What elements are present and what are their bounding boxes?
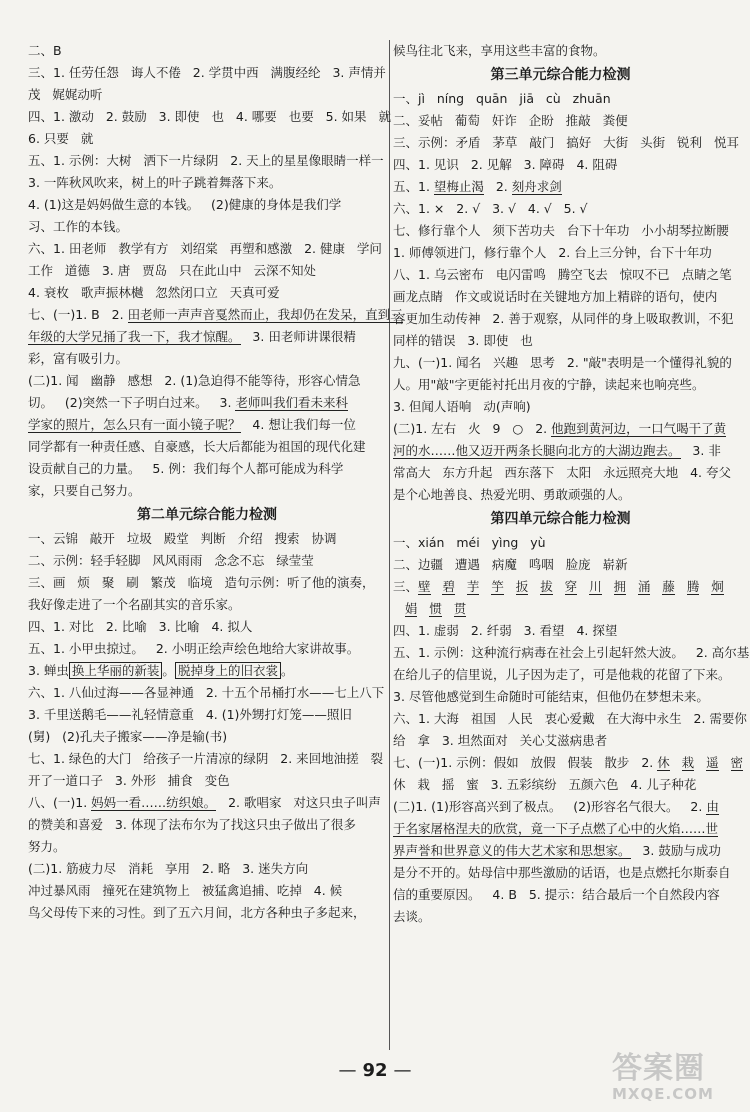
answer-text: 冲过暴风雨 撞死在建筑物上 被猛禽追捕、吃掉 4. 候	[28, 883, 343, 898]
answer-text: 3. 蝉虫	[28, 663, 69, 678]
answer-text: 四、1. 激动 2. 鼓励 3. 即使 也 4. 哪要 也要 5. 如果 就	[28, 109, 391, 124]
underlined-answer-text: 刻舟求剑	[511, 179, 562, 194]
answer-text	[694, 755, 706, 770]
answer-text: 2. 歌唱家 对这只虫子叫声	[216, 795, 381, 810]
answer-text: 的赞美和喜爱 3. 体现了法布尔为了找这只虫子做出了很多	[28, 817, 356, 832]
answer-text: 是个心地善良、热爱光明、勇敢顽强的人。	[393, 487, 631, 502]
answer-text: 1. 师傅领进门，修行靠个人 2. 台上三分钟，台下十年功	[393, 245, 712, 260]
answer-line	[28, 304, 403, 326]
answer-line	[28, 392, 386, 414]
answer-text: 工作 道德 3. 唐 贾岛 只在此山中 云深不知处	[28, 263, 317, 278]
watermark-logo: 答案圈	[612, 1051, 705, 1086]
section-heading-unit-2: 第二单元综合能力检测	[137, 507, 277, 523]
answer-text: 三、示例：矛盾 茅草 敲门 搞好 大街 头街 锐利 悦耳	[393, 135, 739, 150]
answer-line	[28, 106, 391, 128]
answer-line	[393, 554, 728, 576]
answer-line	[393, 88, 728, 110]
answer-text: (二)1. 筋疲力尽 消耗 享用 2. 略 3. 迷失方向	[28, 861, 309, 876]
answer-text: 五、1. 小甲虫掠过。 2. 小明正绘声绘色地给大家讲故事。	[28, 641, 360, 656]
answer-text: 一、云锦 敲开 垃圾 殿堂 判断 介绍 搜索 协调	[28, 531, 337, 546]
answer-text: 4. 想让我们每一位	[240, 417, 356, 432]
answer-text: 八、1. 乌云密布 电闪雷鸣 腾空飞去 惊叹不已 点睛之笔	[393, 267, 732, 282]
answer-text: 同样的错误 3. 即使 也	[393, 333, 533, 348]
answer-text: 。	[280, 663, 294, 678]
answer-line	[393, 730, 728, 752]
watermark-url: MXQE.COM	[612, 1085, 714, 1103]
answer-text: 九、(一)1. 闻名 兴趣 思考 2. "敲"表明是一个懂得礼貌的	[393, 355, 732, 370]
answer-line	[28, 282, 386, 304]
answer-text: 3. 一阵秋风吹来，树上的叶子跳着舞落下来。	[28, 175, 282, 190]
underlined-answer-text: 密	[730, 755, 744, 770]
answer-line	[393, 462, 732, 484]
answer-line	[393, 642, 750, 664]
answer-text: 努力。	[28, 839, 66, 854]
answer-line	[393, 818, 728, 840]
answer-text: 3. 尽管他感觉到生命随时可能结束，但他仍在梦想未来。	[393, 689, 709, 704]
answer-line	[393, 862, 731, 884]
answer-line	[393, 154, 728, 176]
answer-line	[28, 172, 386, 194]
underlined-answer-text: 田老师一声声音戛然而止，我却仍在发呆，直到三	[127, 307, 403, 322]
answer-text: 八、(一)1.	[28, 795, 92, 810]
underlined-answer-text: 河的水……他又迈开两条长腿向北方的大湖边跑去。	[393, 443, 681, 458]
answer-line	[393, 576, 728, 598]
answer-text: 六、1. 大海 祖国 人民 衷心爱戴 在大海中永生 2. 需要你	[393, 711, 747, 726]
answer-line	[393, 884, 728, 906]
underlined-answer-text: 竽	[491, 579, 504, 594]
answer-text: 四、1. 见识 2. 见解 3. 障碍 4. 阻碍	[393, 157, 618, 172]
underlined-answer-text: 壁	[418, 579, 431, 594]
answer-text: 2.	[483, 179, 512, 194]
section-heading-unit-4: 第四单元综合能力检测	[490, 511, 631, 527]
answer-text	[417, 601, 429, 616]
answer-line	[28, 414, 386, 436]
answer-line	[393, 840, 728, 862]
underlined-answer-text: 妈妈一看……纺织娘。	[91, 795, 217, 810]
answer-text: 3. 田老师讲课很精	[240, 329, 356, 344]
underlined-answer-text: 娟	[404, 601, 418, 616]
answer-line	[393, 664, 731, 686]
answer-text: 七、(一)1. 示例：假如 放假 假装 散步 2.	[393, 755, 658, 770]
answer-text: 3. 鼓励与成功	[630, 843, 721, 858]
answer-line	[28, 238, 386, 260]
answer-text: 习、工作的本钱。	[28, 219, 129, 234]
underlined-answer-text: 拔	[540, 579, 553, 594]
answer-line	[28, 40, 386, 62]
watermark	[612, 1052, 740, 1104]
answer-line	[28, 660, 386, 682]
answer-text	[393, 601, 405, 616]
answer-text: 。	[162, 663, 175, 678]
page-number-value: 92	[362, 1060, 388, 1081]
answer-line	[393, 708, 747, 730]
answer-text: 三、画 烦 聚 刷 繁茂 临境 造句示例：听了他的演奏，	[28, 575, 375, 590]
answer-text: 六、1. 八仙过海——各显神通 2. 十五个吊桶打水——七上八下	[28, 685, 385, 700]
answer-text: 人。用"敲"字更能衬托出月夜的宁静，读起来也响亮些。	[393, 377, 705, 392]
answer-line	[393, 484, 728, 506]
answer-text: 4. 衰枚 歌声振林樾 忽然闭口立 天真可爱	[28, 285, 280, 300]
underlined-answer-text: 望梅止渴	[433, 179, 484, 194]
answer-text	[650, 579, 662, 594]
answer-text: 二、妥帖 葡萄 奸诈 企盼 推敲 粪便	[393, 113, 628, 128]
answer-text: 容更加生动传神 2. 善于观察，从同伴的身上吸取教训，不犯	[393, 311, 734, 326]
answer-text: 一、xián méi yìng yù	[393, 535, 546, 550]
answer-text: 去谈。	[393, 909, 431, 924]
underlined-answer-text: 栽	[681, 755, 695, 770]
answer-text: 二、边疆 遭遇 病魔 鸣咽 脸庞 崭新	[393, 557, 628, 572]
underlined-answer-text: 腾	[686, 579, 700, 594]
answer-text: 设贡献自己的力量。 5. 例：我们每个人都可能成为科学	[28, 461, 344, 476]
answer-text: (二)1. (1)形容高兴到了极点。 (2)形容名气很大。 2.	[393, 799, 707, 814]
answer-line	[393, 330, 728, 352]
answer-line	[28, 150, 386, 172]
answer-text: 4. (1)这是妈妈做生意的本钱。 (2)健康的身体是我们学	[28, 197, 342, 212]
answer-line	[393, 440, 728, 462]
page-number: — 92 —	[338, 1060, 412, 1081]
answer-text: 彩，富有吸引力。	[28, 351, 129, 366]
answer-text: 四、1. 对比 2. 比喻 3. 比喻 4. 拟人	[28, 619, 253, 634]
underlined-answer-text: 炯	[711, 579, 724, 594]
answer-line	[28, 550, 386, 572]
answer-line	[28, 792, 386, 814]
answer-text	[431, 579, 443, 594]
underlined-answer-text: 扳	[515, 579, 529, 594]
answer-line	[393, 796, 728, 818]
answer-line	[28, 858, 386, 880]
answer-text: (二)1. 左右 火 9 ○ 2.	[393, 421, 552, 436]
answer-text: 二、示例：轻手轻脚 风风雨雨 念念不忘 绿莹莹	[28, 553, 314, 568]
answer-line	[393, 598, 728, 620]
answer-line	[28, 726, 386, 748]
answer-line	[393, 176, 728, 198]
answer-line	[28, 682, 386, 704]
answer-line	[28, 260, 386, 282]
answer-text	[602, 579, 614, 594]
answer-text: 候鸟往北飞来，享用这些丰富的食物。	[393, 43, 606, 58]
answer-line	[28, 638, 386, 660]
answer-line	[393, 752, 744, 774]
answer-text	[670, 755, 682, 770]
answer-text	[528, 579, 540, 594]
answer-line	[393, 906, 728, 928]
answer-line	[393, 198, 728, 220]
answer-line	[28, 528, 386, 550]
underlined-answer-text: 贯	[453, 601, 467, 616]
answer-text: 三、1. 任劳任怨 诲人不倦 2. 学贯中西 满腹经纶 3. 声情并	[28, 65, 386, 80]
answer-line	[28, 436, 386, 458]
underlined-answer-text: 于名家屠格涅夫的欣赏，竟一下子点燃了心中的火焰……世	[393, 821, 719, 836]
underlined-answer-text: 由	[706, 799, 719, 814]
answer-text: 切。 (2)突然一下子明白过来。 3.	[28, 395, 236, 410]
answer-line	[393, 40, 728, 62]
answer-line	[393, 242, 728, 264]
answer-text: 七、(一)1. B 2.	[28, 307, 128, 322]
answer-line	[393, 308, 734, 330]
answer-line	[28, 902, 386, 924]
answer-line	[28, 594, 386, 616]
answer-line	[393, 352, 732, 374]
answer-text	[719, 755, 731, 770]
answer-text: 七、1. 绿色的大门 给孩子一片清凉的绿阴 2. 来回地油搓 裂	[28, 751, 384, 766]
answer-text: 二、B	[28, 43, 62, 58]
answer-line	[393, 774, 728, 796]
section-heading-unit-3: 第三单元综合能力检测	[490, 67, 631, 83]
answer-line	[28, 326, 386, 348]
left-column	[28, 40, 403, 924]
answer-text: 3. 但闻人语响 动(声响)	[393, 399, 531, 414]
answer-text: 开了一道口子 3. 外形 捕食 变色	[28, 773, 230, 788]
underlined-answer-text: 拥	[613, 579, 627, 594]
answer-text: 3. 千里送鹅毛——礼轻情意重 4. (1)外甥打灯笼——照旧	[28, 707, 352, 722]
underlined-answer-text: 学家的照片，怎么只有一面小镜子呢？	[28, 417, 241, 432]
answer-text: 我好像走进了一个名副其实的音乐家。	[28, 597, 241, 612]
underlined-answer-text: 老师叫我们看未来科	[235, 395, 348, 410]
answer-line	[28, 572, 386, 594]
answer-text	[442, 601, 454, 616]
underlined-answer-text: 年级的大学兄捅了我一下，我才惊醒。	[28, 329, 241, 344]
answer-text: 3. 非	[680, 443, 721, 458]
answer-line	[393, 396, 728, 418]
answer-line	[28, 194, 386, 216]
underlined-answer-text: 界声誉和世界意义的伟大艺术家和思想家。	[393, 843, 631, 858]
underlined-answer-text: 涌	[637, 579, 651, 594]
underlined-answer-text: 川	[589, 579, 602, 594]
answer-text	[553, 579, 565, 594]
answer-line	[28, 480, 386, 502]
answer-line	[28, 216, 386, 238]
answer-line	[28, 814, 386, 836]
underlined-answer-text: 芋	[466, 579, 480, 594]
answer-text: 四、1. 虚弱 2. 纤弱 3. 看望 4. 探望	[393, 623, 618, 638]
answer-text: 常高大 东方升起 西东落下 太阳 永远照亮大地 4. 夸父	[393, 465, 732, 480]
answer-line	[28, 836, 386, 858]
answer-line	[28, 458, 386, 480]
answer-text: 六、1. 田老师 教学有方 刘绍棠 再塑和感激 2. 健康 学问	[28, 241, 382, 256]
answer-text: 三、	[393, 579, 419, 594]
answer-line	[393, 620, 728, 642]
boxed-answer-text: 脱掉身上的旧衣裳	[175, 662, 281, 679]
answer-text: 一、jì níng quān jiā cù zhuān	[393, 91, 611, 106]
answer-line	[393, 110, 728, 132]
answer-text: (舅) (2)孔夫子搬家——净是输(书)	[28, 729, 228, 744]
answer-line	[393, 686, 728, 708]
answer-line	[28, 128, 386, 150]
answer-line	[28, 348, 386, 370]
underlined-answer-text: 惯	[429, 601, 442, 616]
answer-line	[28, 880, 386, 902]
underlined-answer-text: 他跑到黄河边，一口气喝干了黄	[551, 421, 727, 436]
answer-text: 鸟父母传下来的习性。到了五六月间，北方各种虫子多起来，	[28, 905, 366, 920]
answer-text: 六、1. × 2. √ 3. √ 4. √ 5. √	[393, 201, 588, 216]
underlined-answer-text: 藤	[662, 579, 675, 594]
answer-text: 五、1. 示例：这种流行病毒在社会上引起轩然大波。 2. 高尔基	[393, 645, 750, 660]
answer-text	[504, 579, 516, 594]
answer-text: 给 拿 3. 坦然面对 关心艾滋病患者	[393, 733, 608, 748]
answer-text: 同学都有一种责任感、自豪感，长大后都能为祖国的现代化建	[28, 439, 366, 454]
answer-text: 七、修行靠个人 须下苦功夫 台下十年功 小小胡琴拉断腰	[393, 223, 729, 238]
answer-text	[479, 579, 491, 594]
answer-line	[28, 770, 386, 792]
answer-line	[393, 132, 739, 154]
answer-line	[28, 704, 386, 726]
answer-line	[28, 748, 386, 770]
answer-text: 茂 娓娓动听	[28, 87, 103, 102]
answer-line	[28, 616, 386, 638]
answer-line	[393, 532, 728, 554]
answer-line	[28, 370, 386, 392]
answer-line	[28, 62, 386, 84]
underlined-answer-text: 碧	[442, 579, 455, 594]
answer-text: 是分不开的。姑母信中那些激励的话语，也是点燃托尔斯泰自	[393, 865, 731, 880]
answer-text	[455, 579, 467, 594]
underlined-answer-text: 穿	[564, 579, 578, 594]
answer-line	[393, 264, 732, 286]
right-column	[393, 40, 750, 928]
answer-line	[28, 84, 386, 106]
answer-line	[393, 374, 728, 396]
answer-line	[393, 418, 728, 440]
answer-text: 画龙点睛 作文或说话时在关键地方加上精辟的语句，使内	[393, 289, 718, 304]
answer-text: 家，只要自己努力。	[28, 483, 141, 498]
answer-text: 五、1.	[393, 179, 434, 194]
answer-line	[393, 286, 728, 308]
answer-text: (二)1. 闻 幽静 感想 2. (1)急迫得不能等待，形容心情急	[28, 373, 361, 388]
answer-text: 6. 只要 就	[28, 131, 94, 146]
divider	[389, 40, 390, 1050]
answer-text: 信的重要原因。 4. B 5. 提示：结合最后一个自然段内容	[393, 887, 720, 902]
answer-text	[699, 579, 711, 594]
answer-text: 在给儿子的信里说，儿子因为走了，可是他栽的花留了下来。	[393, 667, 731, 682]
underlined-answer-text: 休	[657, 755, 670, 770]
answer-text	[626, 579, 638, 594]
boxed-answer-text: 换上华丽的新装	[69, 662, 163, 679]
underlined-answer-text: 遥	[706, 755, 719, 770]
answer-text	[675, 579, 687, 594]
answer-text: 五、1. 示例：大树 洒下一片绿阴 2. 天上的星星像眼睛一样一	[28, 153, 384, 168]
answer-line	[393, 220, 728, 242]
answer-text: 休 栽 摇 蜜 3. 五彩缤纷 五颜六色 4. 儿子种花	[393, 777, 697, 792]
answer-text	[577, 579, 589, 594]
